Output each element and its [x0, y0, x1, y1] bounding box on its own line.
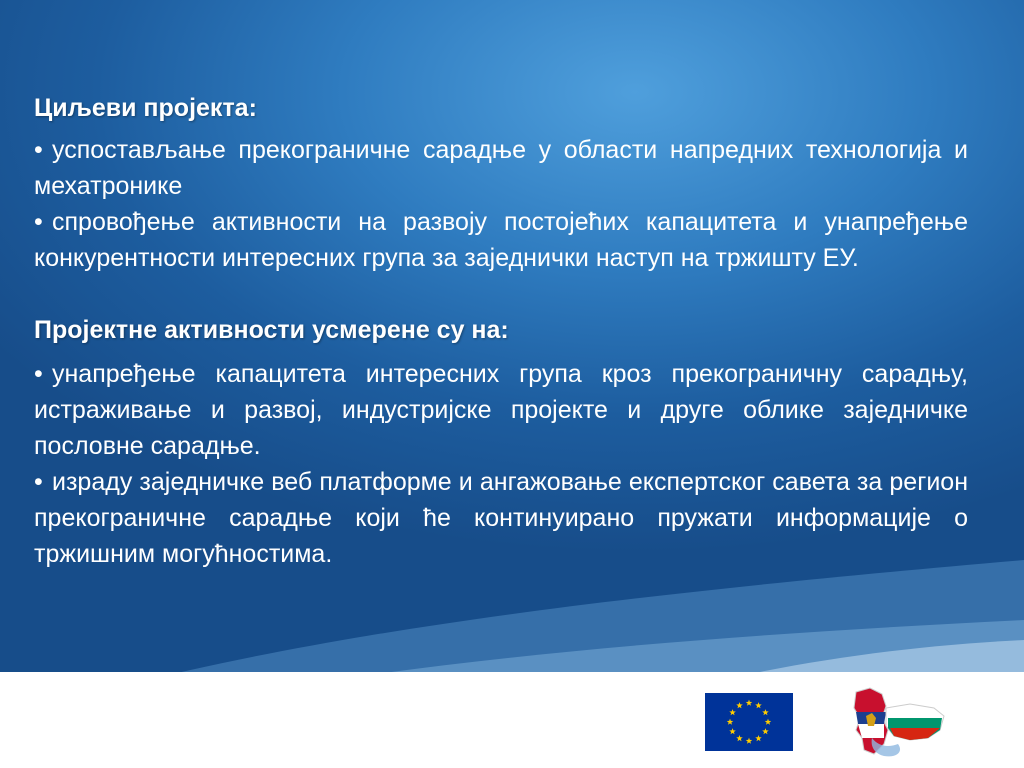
- activities-bullet-2: [34, 464, 968, 572]
- objectives-bullet-1: [34, 132, 968, 204]
- bullet-text: израду заједничке веб платформе и ангажовање експертског савета за регион прекограничне сарадње који ће континуирано пружати информације о тржишним могућностима.: [34, 468, 968, 568]
- bullet-dot: •: [34, 360, 43, 388]
- eu-flag-icon: [705, 693, 793, 751]
- objectives-bullet-2: [34, 204, 968, 276]
- objectives-heading: Циљеви пројекта:: [34, 94, 257, 122]
- activities-heading: Пројектне активности усмерене су на:: [34, 316, 509, 344]
- bullet-dot: •: [34, 136, 43, 164]
- bullet-text: спровођење активности на развоју постојећих капацитета и унапређење конкурентности интересних група за заједнички наступ на тржишту ЕУ.: [34, 208, 968, 272]
- bullet-dot: •: [34, 468, 43, 496]
- bullet-text: успостављање прекограничне сарадње у области напредних технологија и мехатронике: [34, 136, 968, 200]
- slide-body: [34, 90, 968, 572]
- activities-bullet-1: [34, 356, 968, 464]
- bullet-text: унапређење капацитета интересних група кроз прекограничну сарадњу, истраживање и развој, индустријске пројекте и друге облике заједничке пословне сарадње.: [34, 360, 968, 460]
- serbia-bulgaria-map-icon: [848, 686, 948, 760]
- bullet-dot: •: [34, 208, 43, 236]
